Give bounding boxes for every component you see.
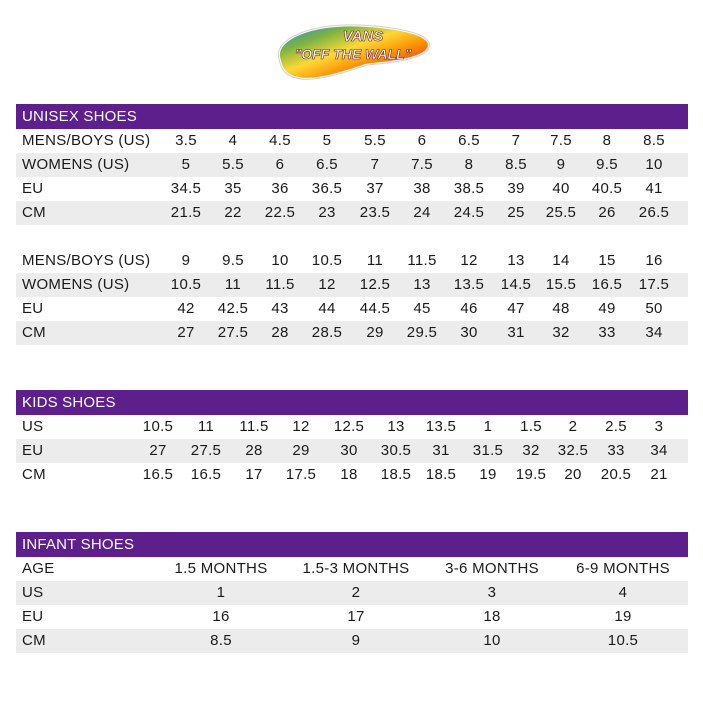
table-cell: 3 <box>654 418 664 435</box>
table-cell: 6.5 <box>458 132 480 149</box>
svg-text:"OFF THE WALL": "OFF THE WALL" <box>294 46 412 62</box>
table-cell: 11.5 <box>265 276 295 293</box>
table-cell: 1.5 <box>520 418 542 435</box>
table-cell: 12 <box>460 252 478 269</box>
table-cell: 32.5 <box>557 442 589 459</box>
table-cell: 26.5 <box>638 204 670 221</box>
table-cell: 1.5-3 MONTHS <box>302 560 410 577</box>
row-label: WOMENS (US) <box>22 156 130 173</box>
table-cell: 4.5 <box>269 132 291 149</box>
table-row <box>16 249 688 273</box>
table-cell: 1.5 MONTHS <box>174 560 268 577</box>
table-cell: 2 <box>568 418 578 435</box>
table-cell: 5 <box>322 132 332 149</box>
table-cell: 38.5 <box>453 180 485 197</box>
table-cell: 8.5 <box>505 156 527 173</box>
table-cell: 32 <box>552 324 570 341</box>
table-cell: 32 <box>522 442 540 459</box>
table-cell: 39 <box>507 180 525 197</box>
table-cell: 16.5 <box>142 466 174 483</box>
table-cell: 8.5 <box>643 132 665 149</box>
table-cell: 12 <box>318 276 336 293</box>
table-cell: 29 <box>292 442 310 459</box>
row-label: EU <box>22 442 44 459</box>
table-cell: 35 <box>224 180 242 197</box>
table-row <box>16 463 688 487</box>
table-cell: 33 <box>607 442 625 459</box>
table-cell: 13 <box>507 252 525 269</box>
row-label: CM <box>22 632 46 649</box>
table-cell: 28 <box>245 442 263 459</box>
table-cell: 29.5 <box>406 324 438 341</box>
table-cell: 19.5 <box>515 466 547 483</box>
table-cell: 27.5 <box>190 442 222 459</box>
table-cell: 18.5 <box>380 466 412 483</box>
table-cell: 30 <box>460 324 478 341</box>
table-cell: 9 <box>181 252 191 269</box>
table-cell: 6 <box>417 132 427 149</box>
section-header-infant: INFANT SHOES <box>16 532 688 557</box>
table-cell: 20 <box>564 466 582 483</box>
table-cell: 26 <box>598 204 616 221</box>
table-cell: 42 <box>177 300 195 317</box>
table-cell: 23.5 <box>359 204 391 221</box>
table-cell: 8.5 <box>210 632 232 649</box>
table-cell: 11 <box>197 418 215 435</box>
table-cell: 13.5 <box>453 276 485 293</box>
row-label: US <box>22 584 44 601</box>
table-cell: 3.5 <box>175 132 197 149</box>
table-cell: 2.5 <box>605 418 627 435</box>
table-cell: 9.5 <box>222 252 244 269</box>
table-cell: 5.5 <box>364 132 386 149</box>
table-cell: 28 <box>271 324 289 341</box>
table-cell: 6-9 MONTHS <box>576 560 670 577</box>
table-cell: 27 <box>177 324 195 341</box>
table-cell: 12.5 <box>359 276 391 293</box>
table-cell: 10.5 <box>142 418 174 435</box>
table-cell: 4 <box>618 584 628 601</box>
table-cell: 45 <box>413 300 431 317</box>
table-cell: 15.5 <box>545 276 577 293</box>
table-cell: 41 <box>645 180 663 197</box>
table-cell: 33 <box>598 324 616 341</box>
table-cell: 13.5 <box>425 418 457 435</box>
table-cell: 16.5 <box>591 276 623 293</box>
table-cell: 7.5 <box>411 156 433 173</box>
table-row <box>16 629 688 653</box>
table-cell: 10.5 <box>607 632 639 649</box>
table-cell: 34 <box>645 324 663 341</box>
table-cell: 24 <box>413 204 431 221</box>
row-label: CM <box>22 466 46 483</box>
table-cell: 49 <box>598 300 616 317</box>
table-cell: 16 <box>645 252 663 269</box>
row-label: CM <box>22 204 46 221</box>
table-cell: 11.5 <box>407 252 437 269</box>
table-cell: 8 <box>464 156 474 173</box>
table-row <box>16 321 688 345</box>
table-cell: 13 <box>387 418 405 435</box>
table-cell: 3-6 MONTHS <box>445 560 539 577</box>
table-row <box>16 439 688 463</box>
table-cell: 34 <box>650 442 668 459</box>
table-cell: 11.5 <box>239 418 269 435</box>
table-cell: 4 <box>228 132 238 149</box>
table-cell: 11 <box>224 276 242 293</box>
table-cell: 40 <box>552 180 570 197</box>
svg-text:VANS: VANS <box>342 28 384 45</box>
table-cell: 20.5 <box>600 466 632 483</box>
table-cell: 10.5 <box>170 276 202 293</box>
table-cell: 14.5 <box>500 276 532 293</box>
table-cell: 17.5 <box>285 466 317 483</box>
table-cell: 5 <box>181 156 191 173</box>
table-row <box>16 415 688 439</box>
table-cell: 10.5 <box>311 252 343 269</box>
table-cell: 17.5 <box>638 276 670 293</box>
section-header-kids: KIDS SHOES <box>16 390 688 415</box>
table-row <box>16 605 688 629</box>
table-cell: 1 <box>216 584 226 601</box>
row-label: EU <box>22 180 44 197</box>
table-cell: 19 <box>479 466 497 483</box>
table-cell: 18.5 <box>425 466 457 483</box>
table-row <box>16 273 688 297</box>
table-cell: 23 <box>318 204 336 221</box>
table-cell: 11 <box>366 252 384 269</box>
table-cell: 6 <box>275 156 285 173</box>
table-cell: 7.5 <box>550 132 572 149</box>
table-cell: 8 <box>602 132 612 149</box>
row-label: MENS/BOYS (US) <box>22 132 151 149</box>
table-cell: 18 <box>340 466 358 483</box>
table-row <box>16 129 688 153</box>
table-cell: 21 <box>650 466 668 483</box>
table-cell: 22.5 <box>264 204 296 221</box>
table-row <box>16 201 688 225</box>
table-cell: 18 <box>483 608 501 625</box>
table-row <box>16 153 688 177</box>
table-cell: 50 <box>645 300 663 317</box>
table-cell: 9 <box>351 632 361 649</box>
table-cell: 44 <box>318 300 336 317</box>
table-cell: 16 <box>212 608 230 625</box>
table-cell: 36 <box>271 180 289 197</box>
table-cell: 25 <box>507 204 525 221</box>
table-cell: 27.5 <box>217 324 249 341</box>
table-cell: 5.5 <box>222 156 244 173</box>
table-cell: 9 <box>556 156 566 173</box>
table-cell: 48 <box>552 300 570 317</box>
table-cell: 36.5 <box>311 180 343 197</box>
table-cell: 10 <box>271 252 289 269</box>
table-cell: 30.5 <box>380 442 412 459</box>
table-cell: 1 <box>483 418 493 435</box>
table-cell: 21.5 <box>170 204 202 221</box>
table-cell: 40.5 <box>591 180 623 197</box>
row-label: WOMENS (US) <box>22 276 130 293</box>
table-cell: 3 <box>487 584 497 601</box>
table-cell: 12 <box>292 418 310 435</box>
table-cell: 37 <box>366 180 384 197</box>
row-label: EU <box>22 300 44 317</box>
table-cell: 10 <box>483 632 501 649</box>
row-label: AGE <box>22 560 55 577</box>
table-cell: 38 <box>413 180 431 197</box>
table-cell: 44.5 <box>359 300 391 317</box>
table-cell: 7 <box>370 156 380 173</box>
table-cell: 15 <box>598 252 616 269</box>
table-cell: 25.5 <box>545 204 577 221</box>
table-cell: 12.5 <box>333 418 365 435</box>
table-cell: 31 <box>432 442 450 459</box>
table-cell: 19 <box>614 608 632 625</box>
table-cell: 46 <box>460 300 478 317</box>
table-cell: 7 <box>511 132 521 149</box>
table-cell: 9.5 <box>596 156 618 173</box>
table-row <box>16 297 688 321</box>
table-cell: 17 <box>245 466 263 483</box>
table-cell: 27 <box>149 442 167 459</box>
table-cell: 24.5 <box>453 204 485 221</box>
table-cell: 14 <box>552 252 570 269</box>
row-label: EU <box>22 608 44 625</box>
table-cell: 43 <box>271 300 289 317</box>
row-label: MENS/BOYS (US) <box>22 252 151 269</box>
table-cell: 42.5 <box>217 300 249 317</box>
table-cell: 6.5 <box>316 156 338 173</box>
table-cell: 28.5 <box>311 324 343 341</box>
table-row <box>16 581 688 605</box>
table-cell: 13 <box>413 276 431 293</box>
table-cell: 34.5 <box>170 180 202 197</box>
table-cell: 47 <box>507 300 525 317</box>
table-cell: 22 <box>224 204 242 221</box>
table-row <box>16 557 688 581</box>
table-cell: 30 <box>340 442 358 459</box>
table-cell: 16.5 <box>190 466 222 483</box>
table-cell: 29 <box>366 324 384 341</box>
row-label: CM <box>22 324 46 341</box>
table-cell: 31.5 <box>472 442 504 459</box>
row-label: US <box>22 418 44 435</box>
table-cell: 31 <box>507 324 525 341</box>
table-row <box>16 177 688 201</box>
table-cell: 2 <box>351 584 361 601</box>
vans-logo <box>271 19 435 85</box>
section-header-unisex: UNISEX SHOES <box>16 104 688 129</box>
table-cell: 17 <box>347 608 365 625</box>
table-cell: 10 <box>645 156 663 173</box>
